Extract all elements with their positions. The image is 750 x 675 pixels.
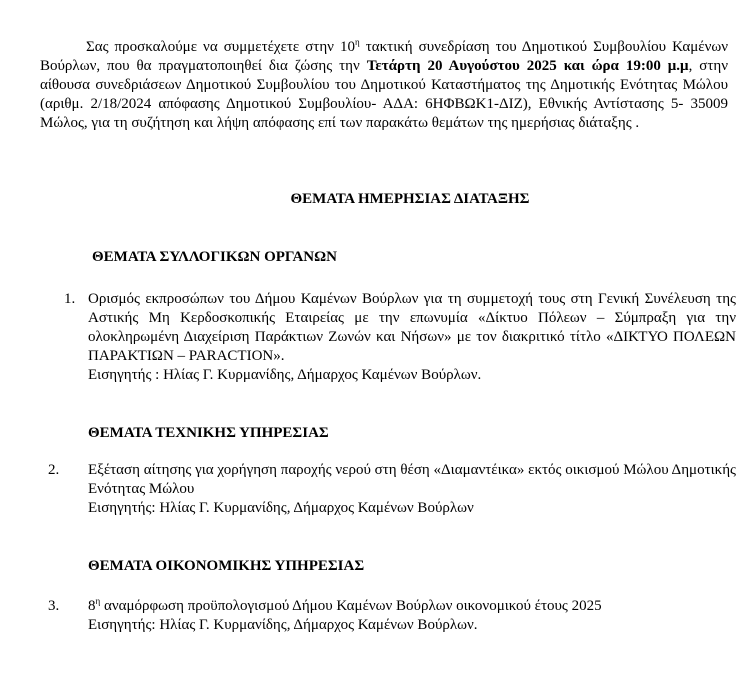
item-rapporteur: Εισηγητής : Ηλίας Γ. Κυρμανίδης, Δήμαρχος Καμένων Βούρλων. <box>88 367 482 383</box>
ordinal-superscript: η <box>355 37 360 47</box>
agenda-heading: ΘΕΜΑΤΑ ΗΜΕΡΗΣΙΑΣ ΔΙΑΤΑΞΗΣ <box>290 191 530 207</box>
item-number: 2. <box>48 462 60 478</box>
item-body <box>88 597 736 635</box>
financial-service-heading: ΘΕΜΑΤΑ ΟΙΚΟΝΟΜΙΚΗΣ ΥΠΗΡΕΣΙΑΣ <box>88 558 365 574</box>
collective-bodies-heading: ΘΕΜΑΤΑ ΣΥΛΛΟΓΙΚΩΝ ΟΡΓΑΝΩΝ <box>92 249 337 265</box>
item-text-prefix: 8 <box>88 598 96 614</box>
item-text: αναμόρφωση προϋπολογισμού Δήμου Καμένων Βούρλων οικονομικού έτους 2025 <box>100 598 602 614</box>
item-rapporteur: Εισηγητής: Ηλίας Γ. Κυρμανίδης, Δήμαρχος Καμένων Βούρλων <box>88 500 474 516</box>
item-number: 3. <box>48 598 60 614</box>
invitation-paragraph <box>40 38 728 133</box>
meeting-date-time: Τετάρτη 20 Αυγούστου 2025 και ώρα 19:00 μ.μ <box>366 58 689 74</box>
intro-text-3: , στην αίθουσα συνεδριάσεων Δημοτικού Συμβουλίου του Δημοτικού Καταστήματος της Δημοτικής Ενότητας Μώλου (αριθμ. 2/18/2024 απόφασης Δημοτικού Συμβουλίου- ΑΔΑ: 6ΗΦΒΩΚ1-ΔΙΖ), Εθνικής Αντίστασης 5- 35009 Μώλος, για τη συζήτηση και λήψη απόφασης επί των παρακάτω θεμάτων της ημερήσιας διάταξης . <box>40 58 728 131</box>
intro-text-1: Σας προσκαλούμε να συμμετέχετε στην 10 <box>86 39 355 55</box>
ordinal-superscript: η <box>95 596 101 606</box>
item-body <box>88 461 736 518</box>
item-body <box>88 290 736 385</box>
item-text: Ορισμός εκπροσώπων του Δήμου Καμένων Βούρλων για τη συμμετοχή τους στη Γενική Συνέλευση της Αστικής Μη Κερδοσκοπικής Εταιρείας με την επωνυμία «Δίκτυο Πόλεων – Σύμπραξη για την ολοκληρωμένη Διαχείριση Παράκτιων Ζωνών και Νήσων» με τον διακριτικό τίτλο «ΔΙΚΤΥΟ ΠΟΛΕΩΝ ΠΑΡΑΚΤΙΩΝ – PARACTION». <box>88 291 736 364</box>
intro-text-2: τακτική συνεδρίαση του Δημοτικού Συμβουλίου Καμένων Βούρλων, που θα πραγματοποιηθεί δια ζώσης την <box>40 39 729 74</box>
technical-service-heading: ΘΕΜΑΤΑ ΤΕΧΝΙΚΗΣ ΥΠΗΡΕΣΙΑΣ <box>88 425 329 441</box>
item-rapporteur: Εισηγητής: Ηλίας Γ. Κυρμανίδης, Δήμαρχος Καμένων Βούρλων. <box>88 617 478 633</box>
item-text: Εξέταση αίτησης για χορήγηση παροχής νερού στη θέση «Διαμαντέικα» εκτός οικισμού Μώλου Δημοτικής Ενότητας Μώλου <box>88 462 736 497</box>
item-number: 1. <box>64 291 76 307</box>
